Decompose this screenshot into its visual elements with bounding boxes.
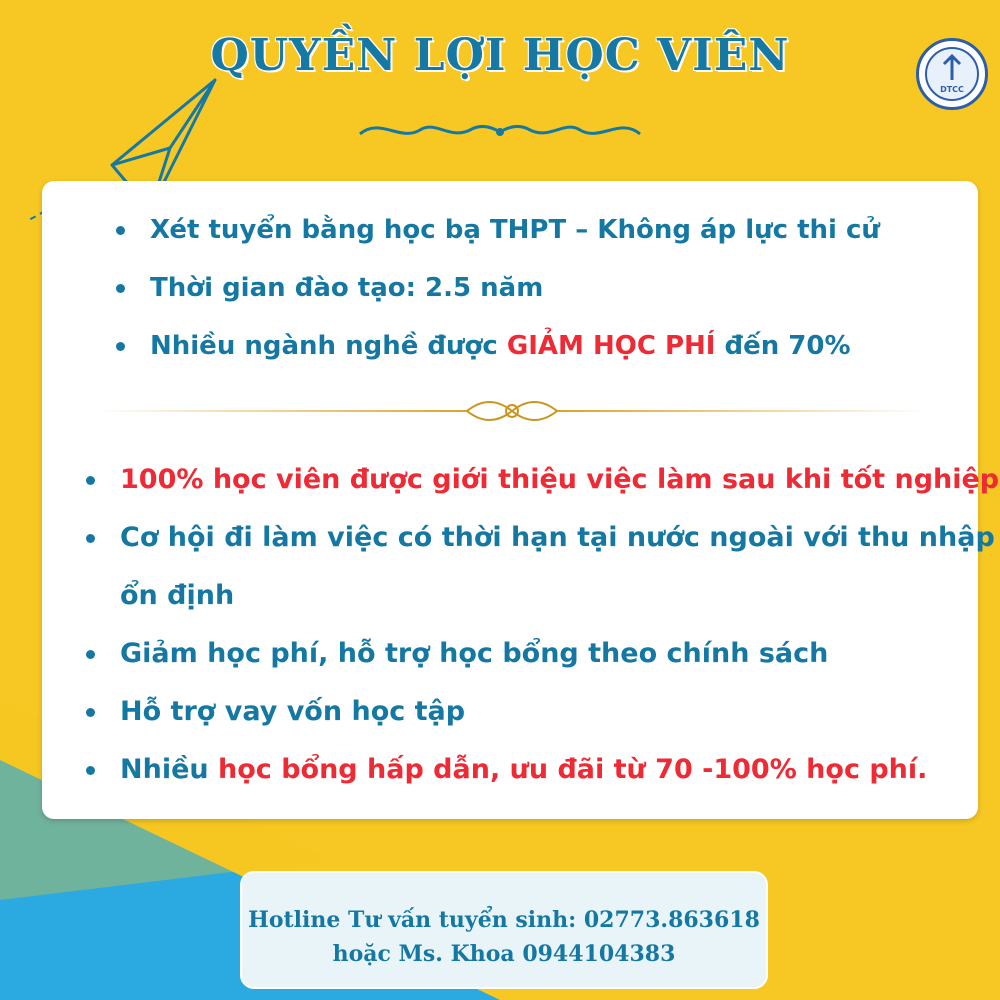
logo-text: DTCC	[940, 85, 964, 94]
hotline-number[interactable]: Hotline Tư vấn tuyển sinh: 02773.863618	[248, 907, 760, 933]
benefit-item: Thời gian đào tạo: 2.5 năm	[112, 259, 880, 317]
benefit-item: 100% học viên được giới thiệu việc làm sau khi tốt nghiệp	[82, 451, 1000, 509]
benefits-list-bottom	[82, 451, 1000, 799]
page-title: QUYỀN LỢI HỌC VIÊN	[210, 30, 790, 81]
benefit-item: Cơ hội đi làm việc có thời hạn tại nước ngoài với thu nhập ổn định	[82, 509, 1000, 625]
benefits-list-top	[112, 201, 880, 375]
benefit-item: Xét tuyển bằng học bạ THPT – Không áp lực thi cử	[112, 201, 880, 259]
benefit-item: Nhiều học bổng hấp dẫn, ưu đãi từ 70 -100% học phí.	[82, 741, 1000, 799]
benefits-card	[42, 181, 1000, 819]
benefit-item: Giảm học phí, hỗ trợ học bổng theo chính sách	[82, 625, 1000, 683]
benefit-item: Nhiều ngành nghề được GIẢM HỌC PHÍ đến 70%	[112, 317, 880, 375]
hotline-box	[240, 871, 768, 989]
gold-divider	[97, 391, 927, 431]
hotline-contact[interactable]: hoặc Ms. Khoa 0944104383	[332, 941, 676, 967]
school-logo	[916, 38, 988, 110]
benefit-item: Hỗ trợ vay vốn học tập	[82, 683, 1000, 741]
title-flourish	[355, 112, 645, 146]
